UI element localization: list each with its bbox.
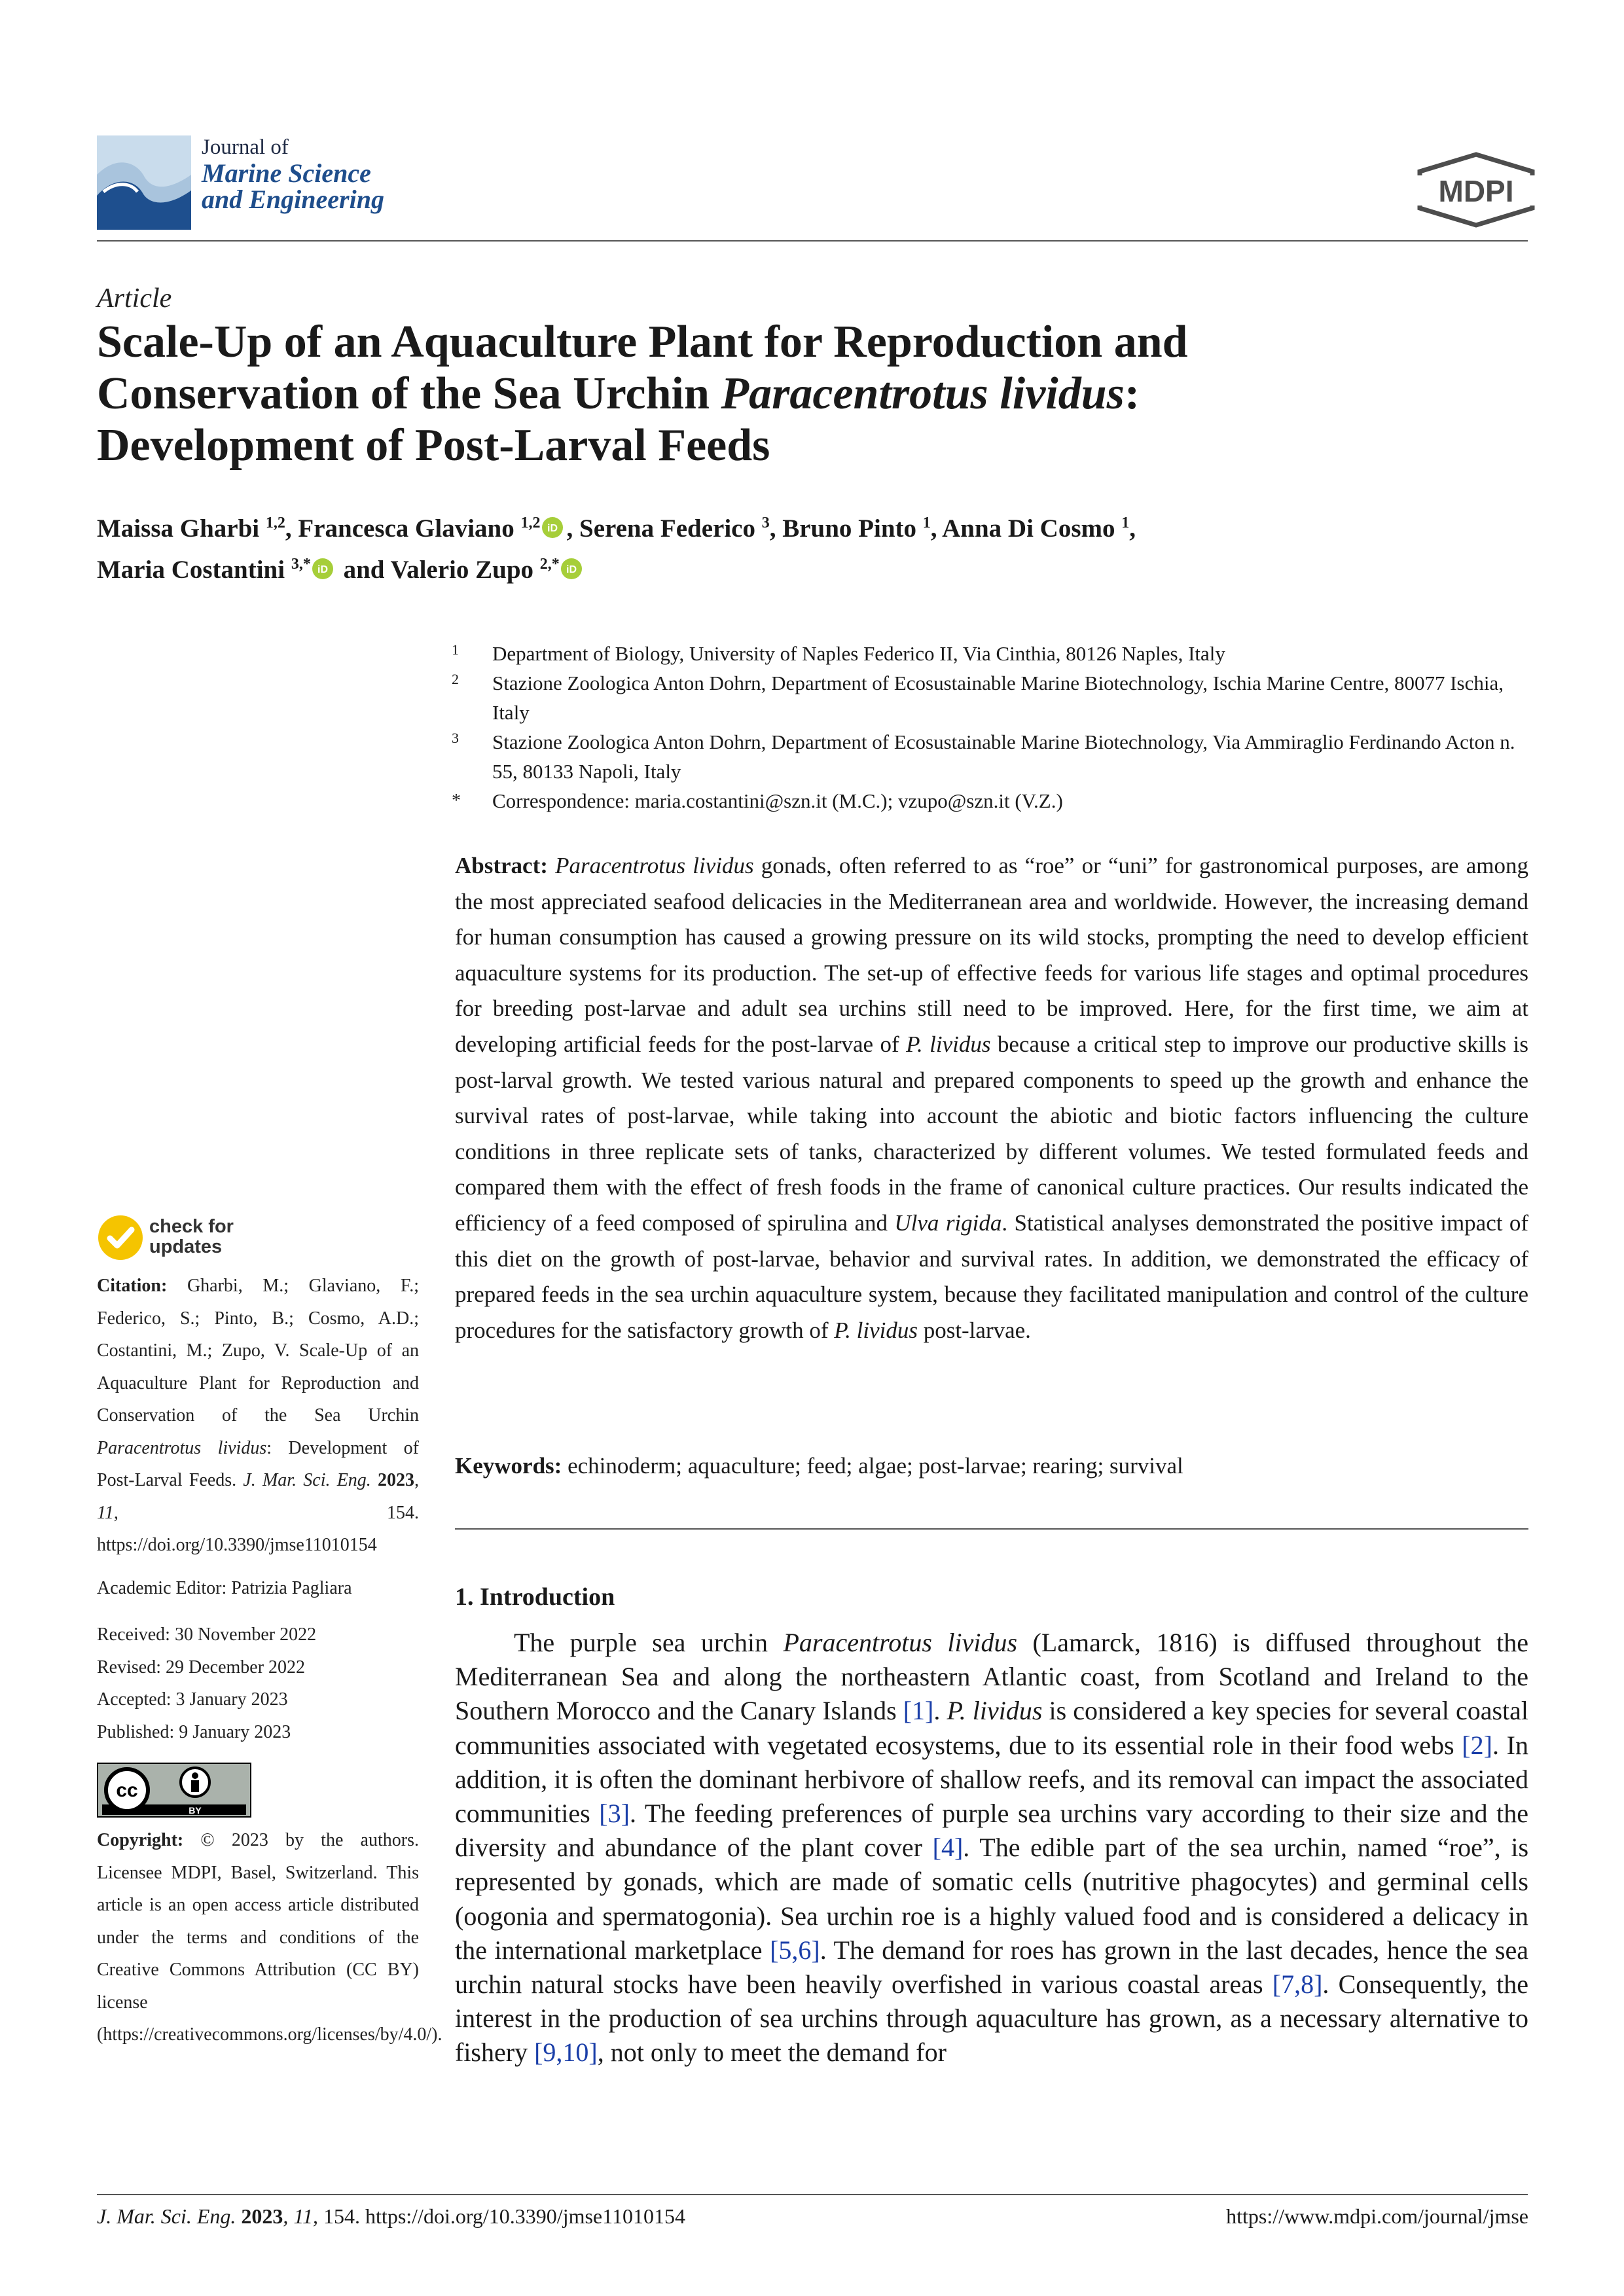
footer-year: 2023 xyxy=(236,2204,283,2228)
check-updates-icon xyxy=(97,1214,144,1261)
intro-text: . The feeding preferences of purple sea urchins vary according to their size and the diversity and abundance of the plant cover xyxy=(455,1799,1529,1863)
svg-text:iD: iD xyxy=(566,564,577,575)
abstract-text: because a critical step to improve our productive skills is post-larval growth. We tested various natural and prepared components to speed up the growth and enhance the survival rates of post-larvae, while taking into account the abiotic and biotic factors influencing the culture conditions in three replicate sets of tanks, characterized by different volumes. We tested formulated feeds and compared them with the effect of fresh foods in the frame of canonical culture practices. Our results indicated the efficiency of a feed composed of spirulina and xyxy=(455,1031,1529,1236)
author-aff: 1,2 xyxy=(265,514,285,531)
affiliation-number: 2 xyxy=(452,671,459,687)
species-name: P. lividus xyxy=(947,1696,1043,1726)
citation-link[interactable]: [5,6] xyxy=(770,1935,820,1965)
citation-species: Paracentrotus lividus xyxy=(97,1437,267,1458)
introduction-body xyxy=(455,1626,1528,2070)
affiliation-item xyxy=(452,727,1538,786)
journal-title-line2: and Engineering xyxy=(202,185,384,214)
citation-link[interactable]: [3] xyxy=(599,1799,630,1829)
date-received: Received: 30 November 2022 xyxy=(97,1624,317,1645)
svg-text:cc: cc xyxy=(116,1780,138,1801)
intro-text: , not only to meet the demand for xyxy=(597,2037,947,2068)
citation-text: : Development of Post-Larval Feeds. xyxy=(97,1437,419,1490)
title-species: Paracentrotus lividus xyxy=(721,368,1125,419)
correspondence-text[interactable]: Correspondence: maria.costantini@szn.it (M.C.); vzupo@szn.it (V.Z.) xyxy=(492,789,1063,812)
article-title xyxy=(97,316,1471,471)
abstract-divider xyxy=(455,1528,1528,1530)
date-accepted: Accepted: 3 January 2023 xyxy=(97,1689,288,1710)
citation-year: 2023 xyxy=(370,1470,415,1490)
cc-by-license-badge[interactable] xyxy=(97,1763,251,1818)
affiliation-number: 3 xyxy=(452,730,459,746)
citation-text: Gharbi, M.; Glaviano, F.; Federico, S.; Pinto, B.; Cosmo, A.D.; Costantini, M.; Zupo, V. Scale-Up of an Aquaculture Plant for Reproduction and Conservation of the Sea Urchin xyxy=(97,1276,419,1426)
affiliation-text: Stazione Zoologica Anton Dohrn, Department of Ecosustainable Marine Biotechnology, Ischia Marine Centre, 80077 Ischia, Italy xyxy=(492,672,1504,724)
author-name[interactable]: Francesca Glaviano xyxy=(298,514,514,543)
copyright-label: Copyright: xyxy=(97,1830,184,1850)
affiliations xyxy=(452,639,1538,816)
title-line1: Scale-Up of an Aquaculture Plant for Reproduction and xyxy=(97,317,1188,367)
keywords-text: echinoderm; aquaculture; feed; algae; post-larvae; rearing; survival xyxy=(562,1453,1183,1479)
affiliation-item xyxy=(452,639,1538,668)
intro-text: . In addition, it is often the dominant herbivore of shallow reefs, and its removal can impact the associated communities xyxy=(455,1730,1528,1829)
journal-logo-icon xyxy=(97,135,191,230)
author-name[interactable]: Bruno Pinto xyxy=(782,514,917,543)
mdpi-logo-text: MDPI xyxy=(1438,174,1514,208)
footer-doi[interactable]: 154. https://doi.org/10.3390/jmse11010154 xyxy=(318,2204,685,2228)
academic-editor: Academic Editor: Patrizia Pagliara xyxy=(97,1577,352,1598)
journal-name xyxy=(202,134,384,213)
intro-text: . Consequently, the interest in the production of sea urchins through aquaculture has grown, as a necessary alternative to fishery xyxy=(455,1969,1529,2068)
intro-text: is considered a key species for several coastal communities associated with vegetated ecosystems, due to its essential role in their food webs xyxy=(455,1696,1528,1760)
orcid-icon[interactable] xyxy=(561,558,582,579)
author-name[interactable]: Valerio Zupo xyxy=(390,556,534,584)
citation-link[interactable]: [1] xyxy=(903,1696,934,1726)
copyright-text: © 2023 by the authors. Licensee MDPI, Basel, Switzerland. This article is an open access article distributed under the terms and conditions of the Creative Commons Attribution (CC BY) license (https://creativecommons.org/licenses/by/4.0/). xyxy=(97,1830,442,2045)
author-name[interactable]: Maissa Gharbi xyxy=(97,514,260,543)
check-updates-line1: check for xyxy=(149,1216,234,1237)
sidebar xyxy=(97,1270,442,2051)
title-line2a: Conservation of the Sea Urchin xyxy=(97,368,721,419)
intro-text: . The demand for roes has grown in the last decades, hence the sea urchin natural stocks have been heavily overfished in various coastal areas xyxy=(455,1935,1528,2000)
author-aff: 1 xyxy=(1121,514,1130,531)
footer-journal-url[interactable]: https://www.mdpi.com/journal/jmse xyxy=(1226,2204,1528,2228)
abstract-label: Abstract: xyxy=(455,853,548,878)
article-type: Article xyxy=(97,283,172,314)
footer-citation xyxy=(97,2204,685,2229)
author-aff: 1,2 xyxy=(520,514,541,531)
species-name: P. lividus xyxy=(906,1031,991,1057)
keywords-label: Keywords: xyxy=(455,1453,562,1479)
abstract xyxy=(455,848,1528,1348)
affiliation-item xyxy=(452,668,1538,727)
citation-link[interactable]: [9,10] xyxy=(534,2037,598,2068)
species-name: Paracentrotus lividus xyxy=(555,853,754,878)
author-name[interactable]: Anna Di Cosmo xyxy=(942,514,1115,543)
citation-label: Citation: xyxy=(97,1276,168,1296)
footer-divider xyxy=(97,2194,1528,2195)
keywords xyxy=(455,1448,1528,1484)
journal-of-label: Journal of xyxy=(202,135,289,159)
author-aff: 1 xyxy=(922,514,931,531)
title-line3: Development of Post-Larval Feeds xyxy=(97,420,770,471)
section-heading: 1. Introduction xyxy=(455,1583,615,1611)
title-line2b: : xyxy=(1124,368,1140,419)
species-name: Paracentrotus lividus xyxy=(783,1628,1018,1657)
svg-text:iD: iD xyxy=(547,523,558,534)
intro-text: . xyxy=(933,1696,947,1726)
header-divider xyxy=(97,240,1528,242)
journal-title-line1: Marine Science xyxy=(202,158,371,188)
author-aff: 3 xyxy=(761,514,770,531)
author-name[interactable]: Serena Federico xyxy=(579,514,755,543)
author-list: Maissa Gharbi $^{1,2}$, Francesca Glaviano $^{1,2}$ iD , Serena Federico $^3$, Bruno Pinto $^1$, Anna Di Cosmo $^1$, Maria Costantini $^{3,*}$ iD and Valerio Zupo $^{2,*}$ iD xyxy=(97,514,1136,584)
svg-text:iD: iD xyxy=(317,564,328,575)
intro-text: (Lamarck, 1816) is diffused throughout the Mediterranean Sea and along the northeastern Atlantic coast, from Scotland and Ireland to the Southern Morocco and the Canary Islands xyxy=(455,1628,1529,1726)
check-for-updates-button[interactable] xyxy=(97,1214,247,1266)
date-published: Published: 9 January 2023 xyxy=(97,1721,291,1742)
citation-doi[interactable]: 154. https://doi.org/10.3390/jmse11010154 xyxy=(97,1502,419,1555)
intro-text: . The edible part of the sea urchin, named “roe”, is represented by gonads, which are made of somatic cells (nutritive phagocytes) and germinal cells (oogonia and spermatogonia). Sea urchin roe is a highly valued food and is considered a delicacy in the international marketplace xyxy=(455,1833,1529,1965)
check-updates-line2: updates xyxy=(149,1236,223,1257)
correspondence xyxy=(452,786,1538,816)
abstract-text: gonads, often referred to as “roe” or “uni” for gastronomical purposes, are among the most appreciated seafood delicacies in the Mediterranean area and worldwide. However, the increasing demand for human consumption has caused a growing pressure on its wild stocks, prompting the need to develop efficient aquaculture systems for its production. The set-up of effective feeds for various life stages and optimal procedures for breeding post-larvae and adult sea urchins still need to be improved. Here, for the first time, we aim at developing artificial feeds for the post-larvae of xyxy=(455,853,1528,1057)
citation-link[interactable]: [7,8] xyxy=(1272,1969,1323,2000)
citation-link[interactable]: [4] xyxy=(932,1833,964,1863)
mdpi-logo[interactable] xyxy=(1416,152,1536,228)
author-name[interactable]: Maria Costantini xyxy=(97,556,285,584)
citation-volume: , 11, xyxy=(97,1470,420,1523)
affiliation-text: Stazione Zoologica Anton Dohrn, Department of Ecosustainable Marine Biotechnology, Via Ammiraglio Ferdinando Acton n. 55, 80133 Napoli, Italy xyxy=(492,730,1515,783)
copyright-block xyxy=(97,1824,442,2051)
check-updates-label xyxy=(149,1217,234,1257)
species-name: P. lividus xyxy=(834,1317,918,1343)
footer-journal: J. Mar. Sci. Eng. xyxy=(97,2204,236,2228)
author-conjunction: and xyxy=(343,556,385,584)
orcid-icon[interactable] xyxy=(542,517,563,538)
correspondence-marker: * xyxy=(452,791,461,811)
footer-volume: , 11, xyxy=(283,2204,319,2228)
cc-by-label: BY xyxy=(189,1805,202,1816)
date-revised: Revised: 29 December 2022 xyxy=(97,1657,306,1677)
abstract-text: post-larvae. xyxy=(917,1317,1031,1343)
citation-link[interactable]: [2] xyxy=(1462,1730,1492,1760)
orcid-icon[interactable] xyxy=(312,558,333,579)
citation-journal: J. Mar. Sci. Eng. xyxy=(243,1470,371,1490)
affiliation-number: 1 xyxy=(452,641,459,658)
affiliation-text: Department of Biology, University of Naples Federico II, Via Cinthia, 80126 Naples, Italy xyxy=(492,642,1225,665)
author-aff: 2,* xyxy=(539,556,560,573)
species-name: Ulva rigida xyxy=(894,1210,1002,1236)
citation-block xyxy=(97,1270,419,1562)
intro-text: The purple sea urchin xyxy=(514,1628,784,1657)
abstract-text: . Statistical analyses demonstrated the positive impact of this diet on the growth of post-larvae, behavior and survival rates. In addition, we demonstrated the efficacy of prepared feeds in the sea urchin aquaculture system, because they facilitated manipulation and control of the culture procedures for the satisfactory growth of xyxy=(455,1210,1529,1343)
author-aff: 3,* xyxy=(291,556,311,573)
